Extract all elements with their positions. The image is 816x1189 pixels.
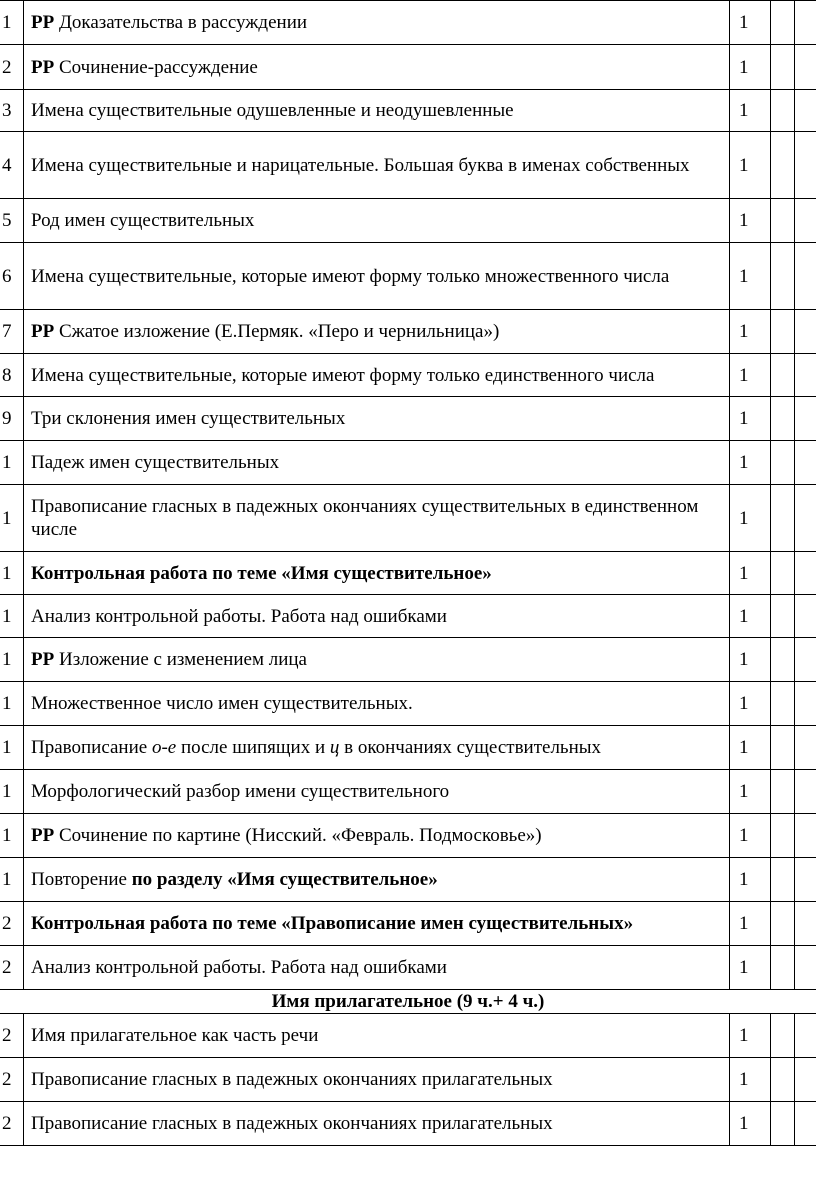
lesson-topic [24, 1, 730, 45]
lesson-number: 2 [0, 946, 24, 990]
lesson-hours: 1 [730, 595, 771, 638]
lesson-topic [24, 310, 730, 354]
lesson-hours: 1 [730, 552, 771, 595]
lesson-hours: 1 [730, 770, 771, 814]
table-row [0, 132, 816, 199]
lesson-rows-after [0, 1014, 816, 1146]
topic-text: Падеж имен существительных [31, 452, 280, 473]
lesson-topic [24, 552, 730, 595]
lesson-topic [24, 132, 730, 199]
lesson-number: 2 [0, 902, 24, 946]
lesson-number: 2 [0, 45, 24, 90]
lesson-topic [24, 1014, 730, 1058]
date-plan-cell [771, 243, 795, 310]
topic-text: Имя прилагательное как часть речи [31, 1025, 319, 1046]
lesson-number: 1 [0, 682, 24, 726]
date-fact-cell [795, 1058, 816, 1102]
lesson-topic [24, 45, 730, 90]
date-fact-cell [795, 1, 816, 45]
lesson-topic [24, 726, 730, 770]
date-plan-cell [771, 946, 795, 990]
date-fact-cell [795, 485, 816, 552]
topic-text: Три склонения имен существительных [31, 408, 346, 429]
table-row [0, 441, 816, 485]
table-row [0, 397, 816, 441]
lesson-number: 1 [0, 814, 24, 858]
table-row [0, 1102, 816, 1146]
table-row [0, 199, 816, 243]
topic-text: РР [31, 649, 55, 670]
topic-text: РР [31, 56, 55, 78]
topic-text: Анализ контрольной работы. Работа над ошибками [31, 605, 447, 627]
lesson-topic [24, 814, 730, 858]
date-fact-cell [795, 397, 816, 441]
date-fact-cell [795, 132, 816, 199]
lesson-number: 8 [0, 354, 24, 397]
topic-text: Анализ контрольной работы. Работа над ошибками [31, 957, 447, 978]
date-fact-cell [795, 45, 816, 90]
lesson-hours: 1 [730, 726, 771, 770]
date-plan-cell [771, 354, 795, 397]
table-row [0, 638, 816, 682]
lesson-number: 3 [0, 90, 24, 132]
date-plan-cell [771, 132, 795, 199]
table-row [0, 552, 816, 595]
date-plan-cell [771, 638, 795, 682]
topic-text: Сочинение по картине (Нисский. «Февраль. Подмосковье») [54, 825, 542, 846]
table-row [0, 310, 816, 354]
topic-text: Контрольная работа по теме «Правописание имен существительных» [31, 913, 634, 934]
lesson-topic [24, 682, 730, 726]
topic-text: Морфологический разбор имени существительного [31, 781, 450, 802]
lesson-hours: 1 [730, 1, 771, 45]
date-fact-cell [795, 310, 816, 354]
topic-text: Имена существительные одушевленные и неодушевленные [31, 100, 514, 121]
topic-text: Правописание гласных в падежных окончаниях прилагательных [31, 1113, 553, 1134]
date-fact-cell [795, 90, 816, 132]
lesson-number: 4 [0, 132, 24, 199]
date-plan-cell [771, 397, 795, 441]
date-fact-cell [795, 552, 816, 595]
date-fact-cell [795, 1014, 816, 1058]
table-row [0, 45, 816, 90]
lesson-number: 7 [0, 310, 24, 354]
date-plan-cell [771, 45, 795, 90]
lesson-hours: 1 [730, 858, 771, 902]
topic-text: в окончаниях существительных [339, 737, 602, 758]
lesson-topic [24, 595, 730, 638]
lesson-hours: 1 [730, 485, 771, 552]
lesson-number: 1 [0, 485, 24, 552]
topic-text: ц [329, 737, 340, 758]
topic-text: Правописание гласных в падежных окончаниях прилагательных [31, 1069, 553, 1090]
topic-text: Род имен существительных [31, 210, 255, 231]
table-row [0, 595, 816, 638]
lesson-hours: 1 [730, 397, 771, 441]
date-plan-cell [771, 90, 795, 132]
topic-text: Правописание гласных в падежных окончаниях существительных в единственном числе [31, 496, 699, 540]
table-row [0, 682, 816, 726]
date-fact-cell [795, 595, 816, 638]
topic-text: РР [31, 321, 55, 342]
date-plan-cell [771, 310, 795, 354]
lesson-topic [24, 1102, 730, 1146]
topic-text: Имена существительные, которые имеют форму только единственного числа [31, 364, 655, 386]
lesson-hours: 1 [730, 310, 771, 354]
lesson-topic [24, 90, 730, 132]
date-fact-cell [795, 682, 816, 726]
lesson-topic [24, 1058, 730, 1102]
lesson-number: 1 [0, 858, 24, 902]
table-row [0, 243, 816, 310]
lesson-topic [24, 397, 730, 441]
lesson-hours: 1 [730, 441, 771, 485]
lesson-topic [24, 770, 730, 814]
lesson-hours: 1 [730, 1102, 771, 1146]
lesson-number: 1 [0, 726, 24, 770]
table-row [0, 1014, 816, 1058]
table-row [0, 814, 816, 858]
date-fact-cell [795, 199, 816, 243]
lesson-hours: 1 [730, 90, 771, 132]
date-fact-cell [795, 814, 816, 858]
table-row [0, 354, 816, 397]
lesson-hours: 1 [730, 814, 771, 858]
topic-text: Имена существительные, которые имеют форму только множественного числа [31, 265, 670, 287]
topic-text: Повторение [31, 869, 132, 890]
table-row [0, 902, 816, 946]
topic-text: Контрольная работа по теме «Имя существительное» [31, 562, 492, 584]
lesson-topic [24, 946, 730, 990]
lesson-hours: 1 [730, 638, 771, 682]
topic-text: Доказательства в рассуждении [54, 12, 308, 33]
lesson-topic [24, 638, 730, 682]
lesson-rows-before [0, 1, 816, 990]
lesson-number: 2 [0, 1102, 24, 1146]
section-heading-group [0, 990, 816, 1014]
date-plan-cell [771, 858, 795, 902]
topic-text: РР [31, 825, 55, 846]
lesson-topic [24, 243, 730, 310]
date-plan-cell [771, 552, 795, 595]
lesson-hours: 1 [730, 243, 771, 310]
lesson-hours: 1 [730, 1014, 771, 1058]
lesson-number: 1 [0, 1, 24, 45]
topic-text: по разделу «Имя существительное» [131, 869, 438, 890]
date-plan-cell [771, 682, 795, 726]
date-fact-cell [795, 858, 816, 902]
lesson-topic [24, 902, 730, 946]
topic-text: Правописание [31, 737, 152, 758]
topic-text: Множественное число имен существительных. [31, 693, 413, 714]
lesson-hours: 1 [730, 1058, 771, 1102]
date-plan-cell [771, 1058, 795, 1102]
section-heading-row [0, 990, 816, 1014]
date-plan-cell [771, 1, 795, 45]
date-fact-cell [795, 902, 816, 946]
table-row [0, 1058, 816, 1102]
date-plan-cell [771, 595, 795, 638]
table-row [0, 90, 816, 132]
lesson-hours: 1 [730, 45, 771, 90]
lesson-number: 2 [0, 1058, 24, 1102]
date-plan-cell [771, 814, 795, 858]
date-plan-cell [771, 770, 795, 814]
date-fact-cell [795, 1102, 816, 1146]
topic-text: Сочинение-рассуждение [54, 56, 258, 78]
date-plan-cell [771, 441, 795, 485]
date-fact-cell [795, 770, 816, 814]
lesson-topic [24, 354, 730, 397]
lesson-number: 1 [0, 441, 24, 485]
table-row [0, 726, 816, 770]
table-row [0, 946, 816, 990]
topic-text: Имена существительные и нарицательные. Большая буква в именах собственных [31, 154, 690, 176]
lesson-hours: 1 [730, 132, 771, 199]
date-fact-cell [795, 354, 816, 397]
topic-text: после шипящих и [176, 737, 330, 758]
topic-text: Сжатое изложение (Е.Пермяк. «Перо и чернильница») [54, 321, 500, 342]
date-plan-cell [771, 1102, 795, 1146]
section-heading: Имя прилагательное (9 ч.+ 4 ч.) [0, 990, 816, 1014]
lesson-hours: 1 [730, 199, 771, 243]
table-row [0, 485, 816, 552]
lesson-topic [24, 858, 730, 902]
lesson-hours: 1 [730, 354, 771, 397]
table-row [0, 1, 816, 45]
lesson-topic [24, 485, 730, 552]
topic-text: РР [31, 12, 55, 33]
date-plan-cell [771, 199, 795, 243]
lesson-number: 2 [0, 1014, 24, 1058]
lesson-hours: 1 [730, 946, 771, 990]
lesson-number: 9 [0, 397, 24, 441]
lesson-number: 5 [0, 199, 24, 243]
date-fact-cell [795, 638, 816, 682]
topic-text: Изложение с изменением лица [54, 649, 307, 670]
lesson-number: 1 [0, 638, 24, 682]
date-plan-cell [771, 1014, 795, 1058]
lesson-hours: 1 [730, 902, 771, 946]
date-plan-cell [771, 726, 795, 770]
table-row [0, 858, 816, 902]
lesson-number: 1 [0, 552, 24, 595]
lesson-topic [24, 441, 730, 485]
date-plan-cell [771, 902, 795, 946]
date-plan-cell [771, 485, 795, 552]
date-fact-cell [795, 726, 816, 770]
lesson-number: 6 [0, 243, 24, 310]
date-fact-cell [795, 243, 816, 310]
lesson-hours: 1 [730, 682, 771, 726]
lesson-number: 1 [0, 595, 24, 638]
lesson-number: 1 [0, 770, 24, 814]
lesson-topic [24, 199, 730, 243]
topic-text: о-е [151, 737, 177, 758]
table-row [0, 770, 816, 814]
date-fact-cell [795, 946, 816, 990]
date-fact-cell [795, 441, 816, 485]
